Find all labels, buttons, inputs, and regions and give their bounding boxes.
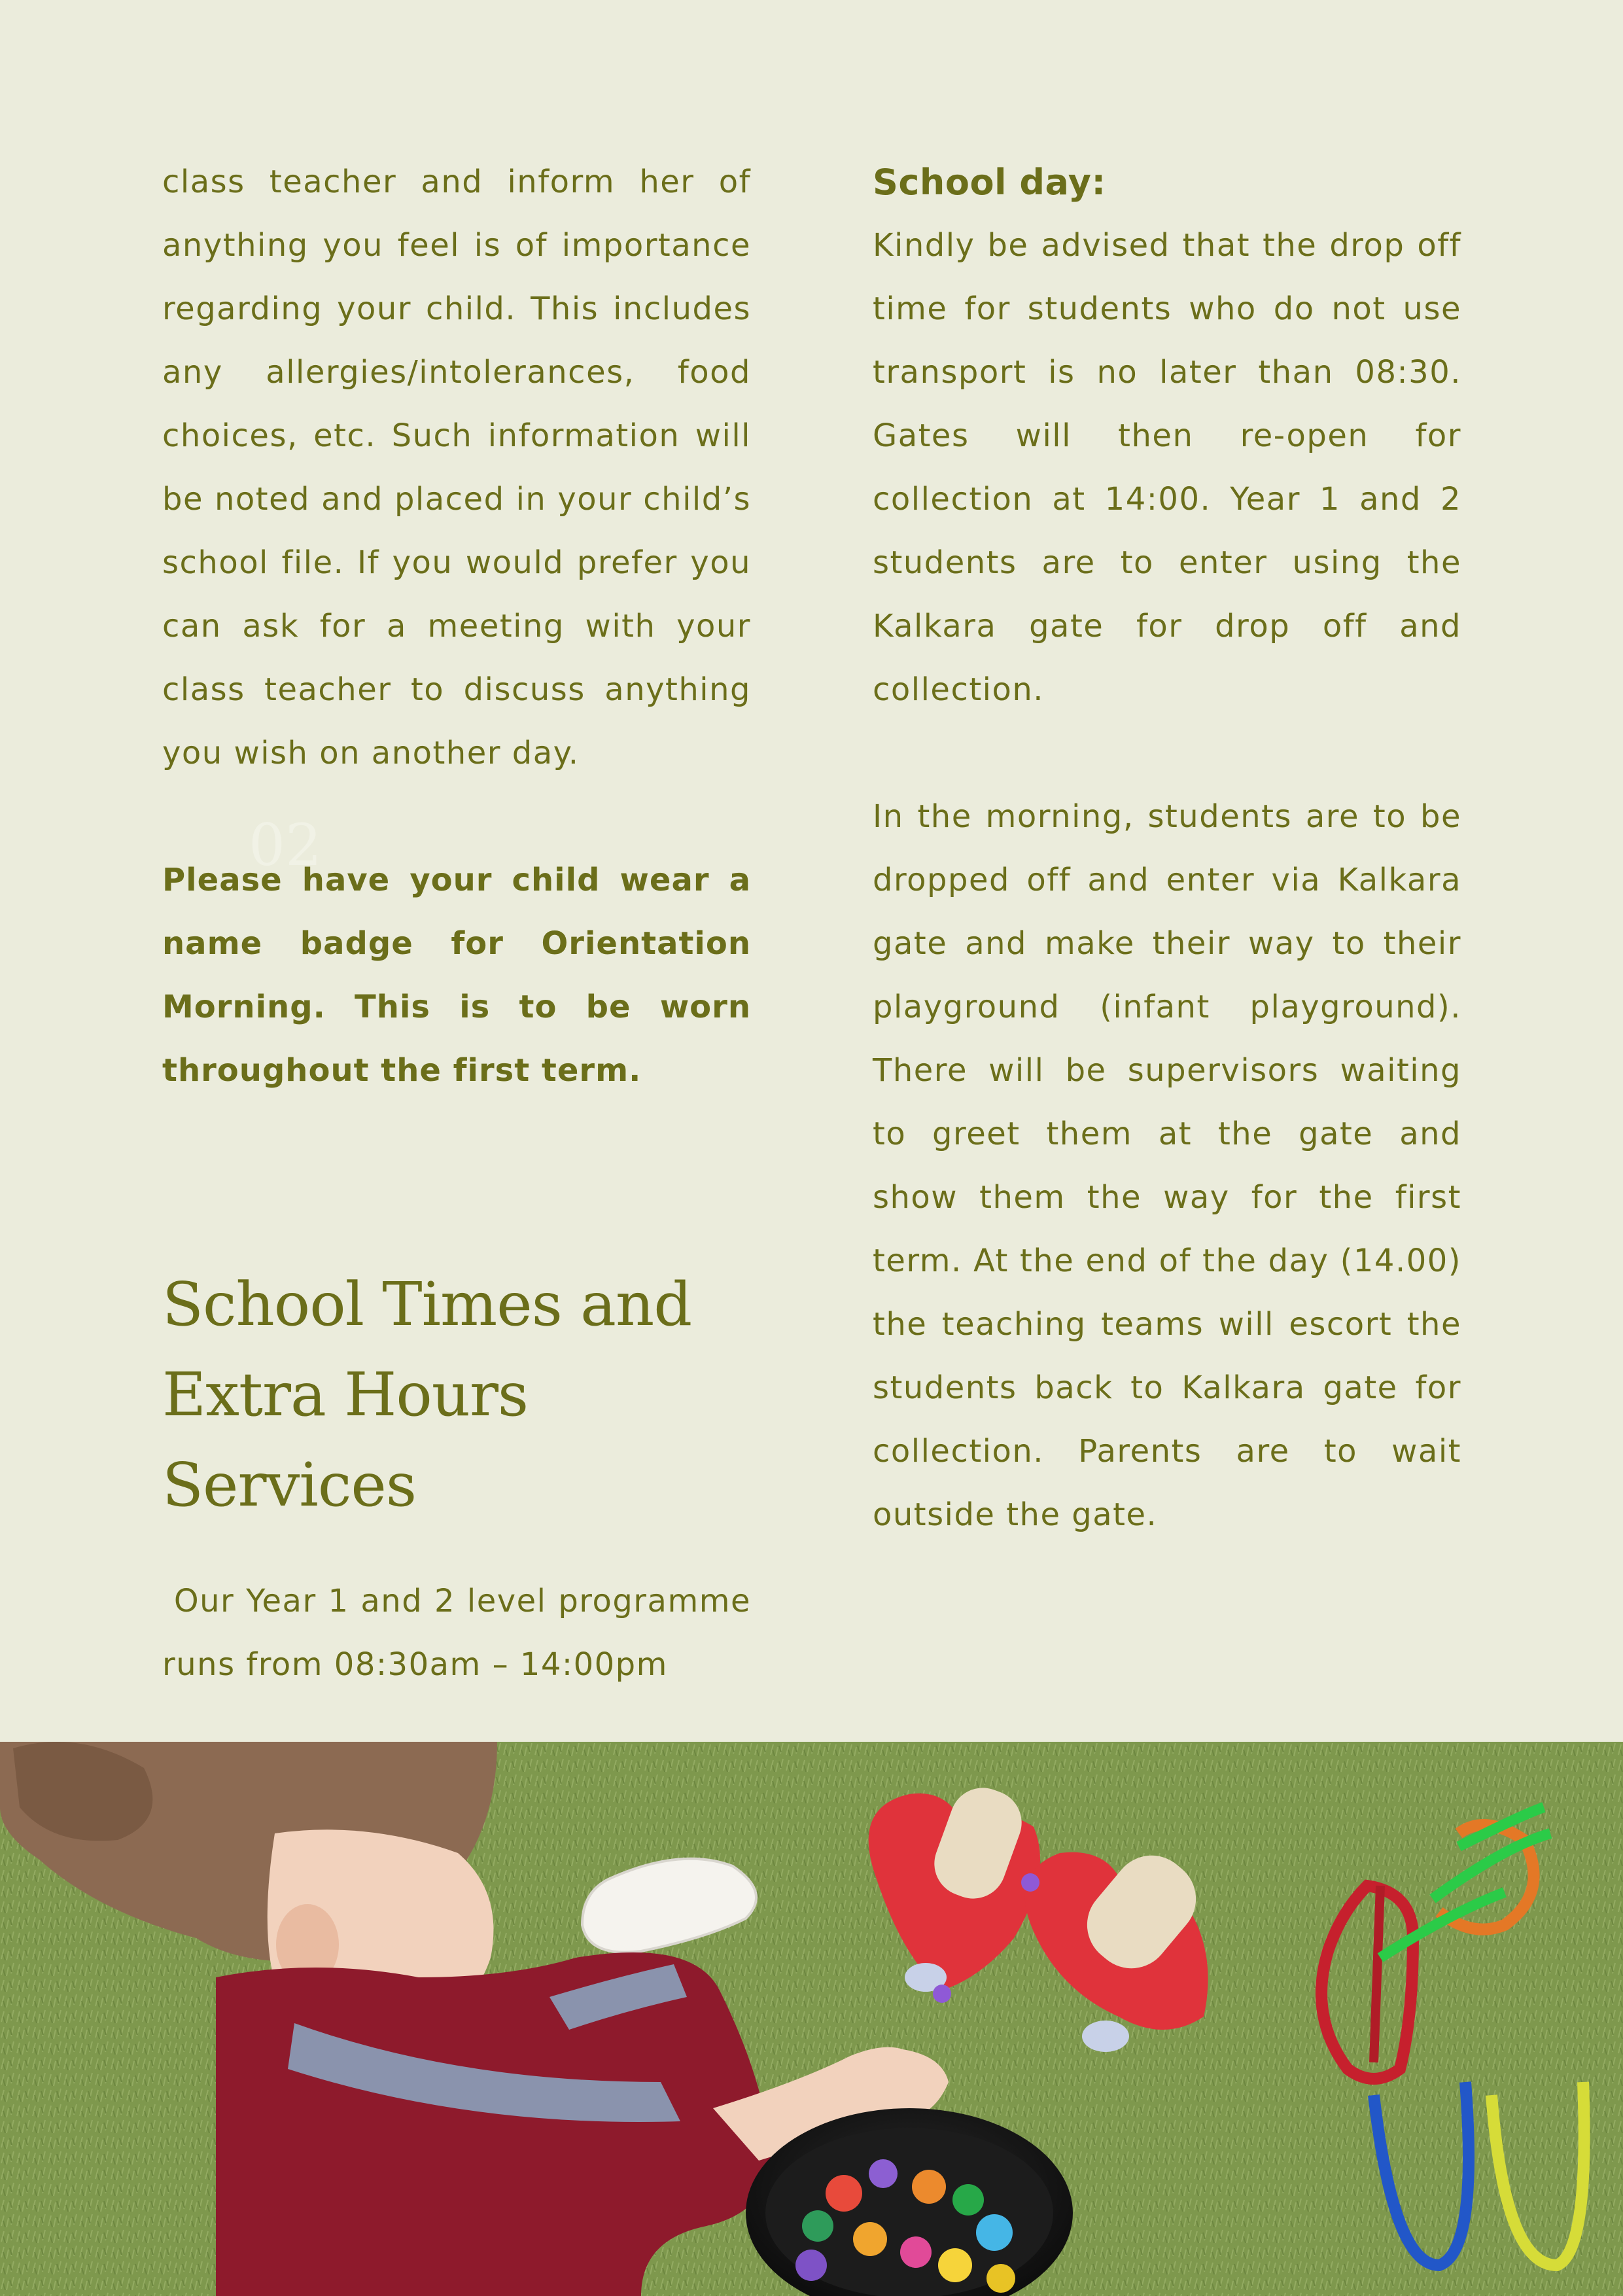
morning-routine-paragraph: In the morning, students are to be dropped off and enter via Kalkara gate and make their way to their playground (infant playground). There will be supervisors waiting to greet them at the gate and show them the way for the first term. At the end of the day (14.00) the teaching teams will escort the students back to Kalkara gate for collection. Parents are to wait outside the gate. [873,798,1461,1533]
ghost-page-number: 02 [249,811,322,879]
drop-off-paragraph: Kindly be advised that the drop off time for students who do not use transport is no later than 08:30. Gates will then re-open for collection at 14:00. Year 1 and 2 students are to enter using the Kalkara gate for drop off and collection. [873,227,1461,708]
section-title-line2: Extra Hours Services [162,1360,529,1520]
spacer [873,722,1461,785]
child-playing-photo [0,1742,1623,2296]
left-column [162,150,762,1697]
spacer [162,1103,751,1260]
spacer [162,1530,751,1570]
right-column [873,150,1461,1547]
school-day-heading: School day: [873,162,1106,203]
section-title-line1: School Times and [162,1269,692,1339]
photo-child-playing-on-grass-icon [0,1742,1623,2296]
programme-hours-text: Our Year 1 and 2 level programme runs from 08:30am – 14:00pm [162,1583,762,1683]
parent-info-paragraph: class teacher and inform her of anything you feel is of importance regarding your child. This includes any allergies/intolerances, food choices, etc. Such information will be noted and placed in your child’s school file. If you would prefer you can ask for a meeting with your class teacher to discuss anything you wish on another day. [162,164,751,771]
section-title [162,1260,751,1530]
name-badge-notice: Please have your child wear a name badge for Orientation Morning. This is to be worn throughout the first term. [162,862,751,1089]
